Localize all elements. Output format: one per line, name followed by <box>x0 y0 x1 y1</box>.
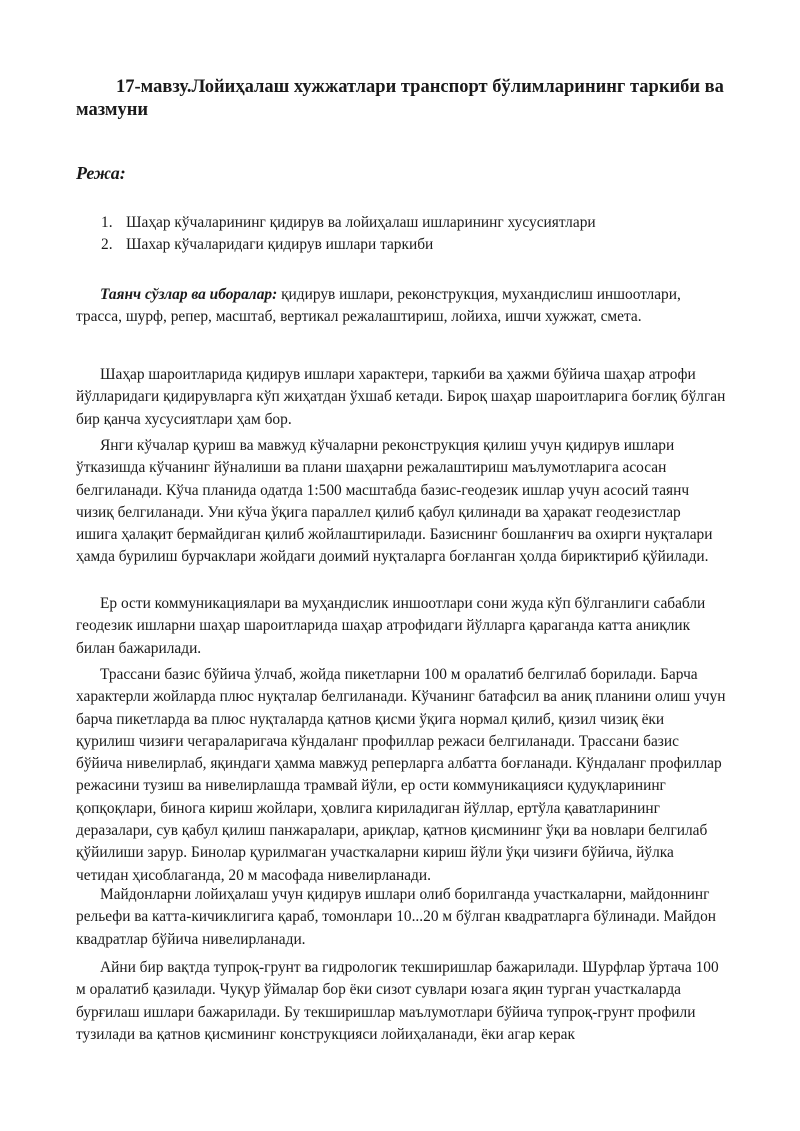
plan-item-number: 2. <box>101 236 113 253</box>
plan-heading: Режа: <box>76 163 126 183</box>
keywords-label: Таянч сўзлар ва иборалар: <box>100 286 278 303</box>
body-paragraph-6: Айни бир вақтда тупроқ-грунт ва гидрологик текширишлар бажарилади. Шурфлар ўртача 100 м оралатиб қазилади. Чуқур ўймалар бор ёки сизот сувлари юзага яқин турган участкаларда бурғилаш ишлари бажарилади. Бу текширишлар маълумотлари бўйича тупроқ-грунт профили тузилади ва қатнов қисмининг конструкцияси лойиҳаланади, ёки агар керак <box>76 959 719 1043</box>
body-paragraph-1: Шаҳар шароитларида қидирув ишлари характери, таркиби ва ҳажми бўйича шаҳар атрофи йўлларидаги қидирувларга кўп жиҳатдан ўхшаб кетади. Бироқ шаҳар шароитларига боғлиқ бўлган бир қанча хусусиятлари ҳам бор. <box>76 366 726 428</box>
body-paragraph-4: Трассани базис бўйича ўлчаб, жойда пикетларни 100 м оралатиб белгилаб борилади. Барча характерли жойларда плюс нуқталар белгиланади. Кўчанинг батафсил ва аниқ планини олиш учун барча пикетларда ва плюс нуқталарда қатнов қисми ўқига нормал қилиб, қизил чизиқ ёки қурилиш чизиғи чегараларигача кўндаланг профиллар режаси белгиланади. Трассани базис бўйича нивелирлаб, яқиндаги ҳамма мавжуд реперларга албатта боғланади. Кўндаланг профиллар режасини тузиш ва нивелирлашда трамвай йўли, ер ости коммуникацияси қудуқларининг қопқоқлари, бинога кириш жойлари, ҳовлига кириладиган йўллар, ертўла қаватларининг деразалари, сув қабул қилиш панжаралари, ариқлар, қатнов қисмининг ўқи ва новлари белгилаб қўйилиши зарур. Бинолар қурилмаган участкаларни кириш йўли ўқи чизиғи бўйича, йўлка четидан ҳисоблаганда, 20 м масофада нивелирланади. <box>76 666 726 884</box>
document-title-text: 17-мавзу.Лойиҳалаш хужжатлари транспорт бўлимларининг таркиби ва мазмуни <box>76 77 724 120</box>
plan-item <box>76 212 736 234</box>
keywords-paragraph <box>76 284 726 329</box>
plan-item-text: Шаҳар кўчаларининг қидирув ва лойиҳалаш ишларининг хусусиятлари <box>126 214 596 231</box>
body-paragraph-3: Ер ости коммуникациялари ва муҳандислик иншоотлари сони жуда кўп бўлганлиги сабабли геодезик ишларни шаҳар шароитларида шаҳар атрофидаги йўлларга қараганда катта аниқлик билан бажарилади. <box>76 595 706 657</box>
body-paragraph-2: Янги кўчалар қуриш ва мавжуд кўчаларни реконструкция қилиш учун қидирув ишлари ўтказишда кўчанинг йўналиши ва плани шаҳарни режалаштириш маълумотларига асосан белгиланади. Кўча планида одатда 1:500 масштабда базис-геодезик ишлар учун асосий таянч чизиқ белгиланади. Уни кўча ўқига параллел қилиб қабул қилинади ва ҳаракат геодезистлар ишига ҳалақит бермайдиган қилиб жойлаштирилади. Базиснинг бошланғич ва охирги нуқталари ҳамда бурилиш бурчаклари жойдаги доимий нуқталарга боғланган ҳолда бириктириб қўйилади. <box>76 437 713 566</box>
plan-item <box>76 234 736 256</box>
plan-item-number: 1. <box>101 214 113 231</box>
document-title <box>76 76 736 122</box>
body-paragraph-5: Майдонларни лойиҳалаш учун қидирув ишлари олиб борилганда участкаларни, майдоннинг рельефи ва катта-кичиклигига қараб, томонлари 10...20 м бўлган квадратларга бўлинади. Майдон квадратлар бўйича нивелирланади. <box>76 886 717 948</box>
plan-item-text: Шахар кўчаларидаги қидирув ишлари таркиби <box>126 236 434 253</box>
keywords-text: қидирув ишлари, реконструкция, мухандислиш иншоотлари, трасса, шурф, репер, масштаб, вертикал режалаштириш, лойиха, ишчи хужжат, смета. <box>76 286 681 326</box>
plan-list <box>76 212 736 256</box>
